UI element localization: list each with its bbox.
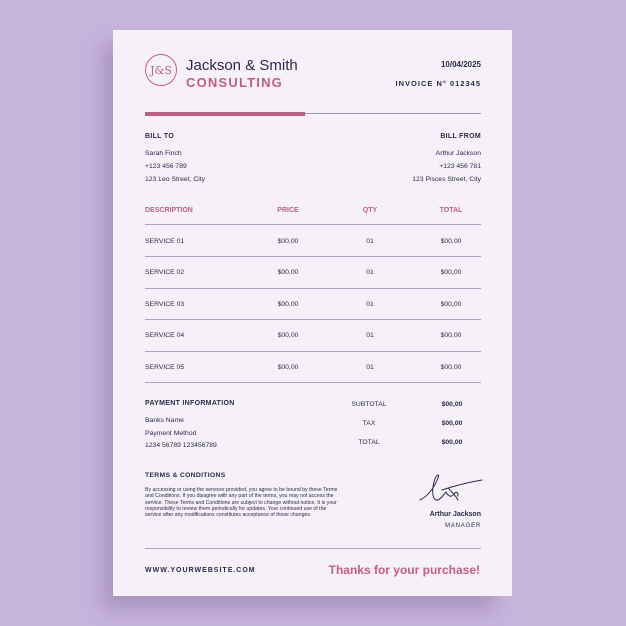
row-description: SERVICE 05 xyxy=(145,364,185,371)
signature-name: Arthur Jackson xyxy=(429,511,481,518)
row-description: SERVICE 01 xyxy=(145,238,185,245)
row-divider xyxy=(145,382,481,383)
row-description: SERVICE 02 xyxy=(145,269,185,276)
row-qty: 01 xyxy=(366,301,374,308)
bill-from-phone: +123 456 781 xyxy=(439,163,481,170)
payment-account: 1234 56789 123456789 xyxy=(145,442,217,449)
subtotal-label: SUBTOTAL xyxy=(351,401,387,408)
row-qty: 01 xyxy=(366,364,374,371)
logo xyxy=(145,54,177,86)
row-divider xyxy=(145,351,481,352)
signature-role: MANAGER xyxy=(445,523,481,529)
row-price: $00,00 xyxy=(277,301,299,308)
accent-divider xyxy=(145,112,305,116)
col-header-description: DESCRIPTION xyxy=(145,207,193,214)
row-description: SERVICE 04 xyxy=(145,332,185,339)
invoice-date: 10/04/2025 xyxy=(440,60,481,69)
bill-to-address: 123 Leo Street, City xyxy=(145,176,206,183)
subtotal-value: $00,00 xyxy=(441,401,463,408)
terms-label: TERMS & CONDITIONS xyxy=(145,472,226,479)
thanks-message: Thanks for your purchase! xyxy=(328,563,480,577)
row-divider xyxy=(145,319,481,320)
terms-text: By accessing or using the services provided, you agree to be bound by these Terms and Conditions. If you disagree with any part of the terms, you may not access the service. These Terms and Conditions are subject to change without notice. It is your responsibility to review them periodically for updates. Your continued use of the service after any modifications constitutes acceptance of those changes. xyxy=(145,487,338,519)
signature-graphic xyxy=(418,470,484,506)
company-subtitle: CONSULTING xyxy=(186,75,283,90)
bill-to-phone: +123 456 789 xyxy=(145,163,187,170)
bill-from-address: 123 Pisces Street, City xyxy=(412,176,481,183)
row-price: $00,00 xyxy=(277,332,299,339)
row-total: $00,00 xyxy=(440,332,462,339)
row-total: $00,00 xyxy=(440,301,462,308)
row-price: $00,00 xyxy=(277,364,299,371)
row-total: $00,00 xyxy=(440,269,462,276)
company-name: Jackson & Smith xyxy=(186,57,298,74)
row-divider xyxy=(145,256,481,257)
total-label: TOTAL xyxy=(358,439,380,446)
col-header-total: TOTAL xyxy=(439,207,463,214)
row-price: $00,00 xyxy=(277,269,299,276)
row-qty: 01 xyxy=(366,332,374,339)
bill-from-name: Arthur Jackson xyxy=(435,150,481,157)
payment-method: Payment Method xyxy=(145,430,197,437)
row-price: $00,00 xyxy=(277,238,299,245)
bill-to-name: Sarah Finch xyxy=(145,150,182,157)
tax-label: TAX xyxy=(362,420,376,427)
row-total: $00,00 xyxy=(440,238,462,245)
invoice-number: INVOICE N° 012345 xyxy=(395,79,481,88)
website-link[interactable]: WWW.YOURWEBSITE.COM xyxy=(145,567,256,574)
row-qty: 01 xyxy=(366,269,374,276)
row-divider xyxy=(145,288,481,289)
bill-from-label: BILL FROM xyxy=(440,133,481,140)
col-header-price: PRICE xyxy=(277,207,299,214)
row-qty: 01 xyxy=(366,238,374,245)
col-header-qty: QTY xyxy=(362,207,378,214)
bill-to-label: BILL TO xyxy=(145,133,175,140)
payment-info-label: PAYMENT INFORMATION xyxy=(145,400,235,407)
logo-initials: J&S xyxy=(150,63,172,77)
row-description: SERVICE 03 xyxy=(145,301,185,308)
tax-value: $00,00 xyxy=(441,420,463,427)
invoice-page xyxy=(113,30,512,596)
row-total: $00,00 xyxy=(440,364,462,371)
payment-bank: Banks Name xyxy=(145,417,184,424)
header-divider xyxy=(305,113,481,114)
table-header-divider xyxy=(145,224,481,225)
total-value: $00,00 xyxy=(441,439,463,446)
footer-divider xyxy=(145,548,481,549)
